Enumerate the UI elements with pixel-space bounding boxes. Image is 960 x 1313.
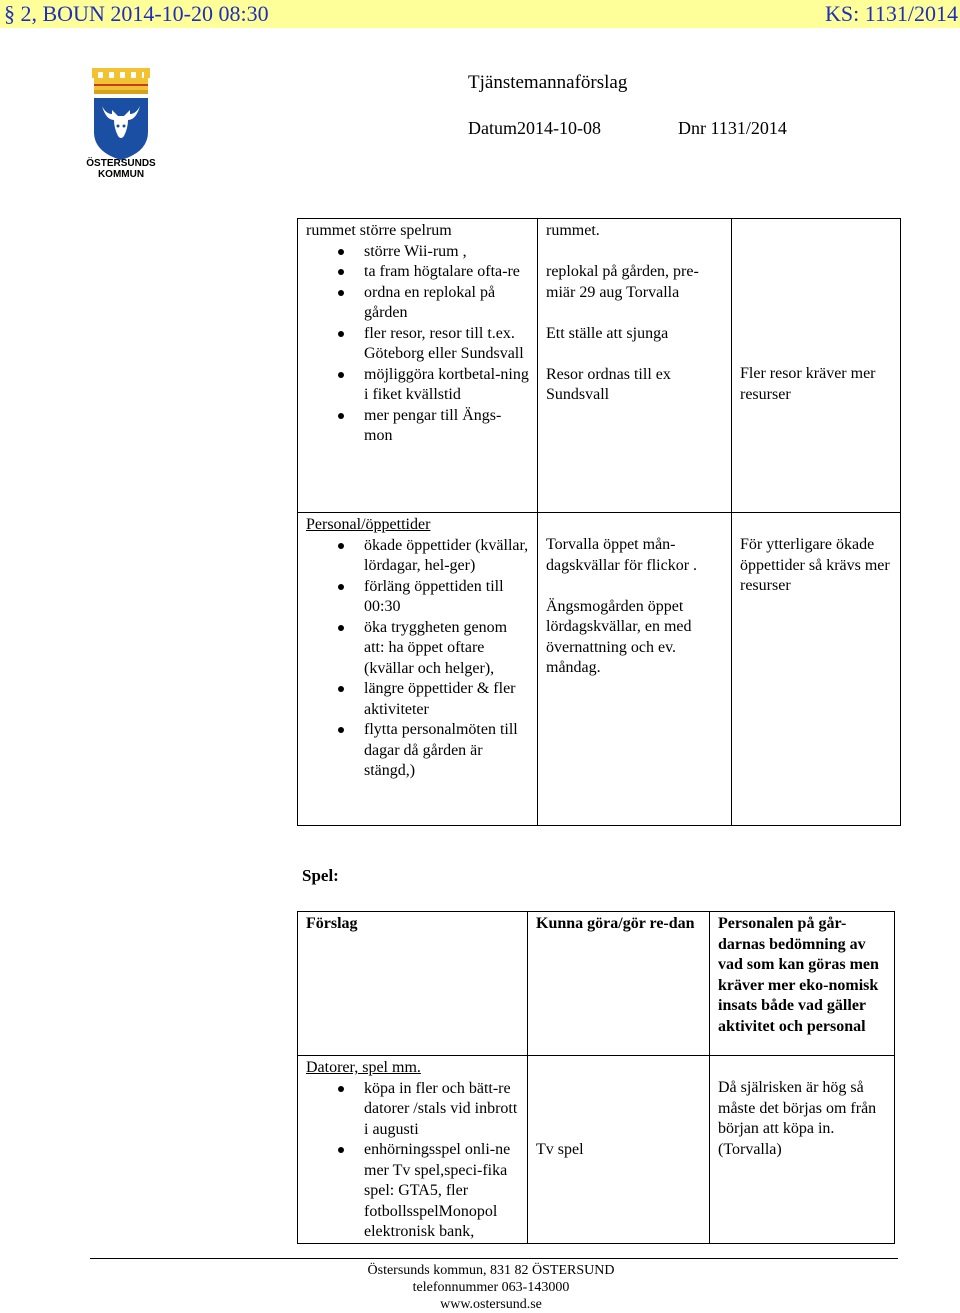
current-cell [538,219,732,513]
list-item: köpa in fler och bätt-re datorer /stals vid inbrott i augusti [306,1079,519,1141]
cell-text: Fler resor kräver mer resurser [740,365,876,403]
proposal-cell [298,513,538,826]
cell-text: Torvalla öppet mån-dagskvällar för flickor . [546,536,698,574]
assessment-cell [710,1056,895,1244]
footer-address: Östersunds kommun, 831 82 ÖSTERSUND [367,1263,615,1278]
proposal-list [306,536,529,782]
list-item: möjliggöra kortbetal-ning i fiket kvällstid [306,365,529,406]
footer-divider [90,1258,898,1259]
list-item: ta fram högtalare ofta-re [306,262,529,283]
footer-website: www.ostersund.se [440,1297,542,1312]
table-row [298,912,895,1056]
proposal-list [306,1079,519,1243]
document-number: Dnr 1131/2014 [678,118,787,138]
document-date: Datum2014-10-08 [468,118,601,138]
proposal-list [306,242,529,447]
assessment-cell [732,513,901,826]
proposal-table [297,218,901,826]
document-type: Tjänstemannaförslag [468,72,628,93]
section-heading: Personal/öppettider [306,516,431,533]
proposal-cell [298,1056,528,1244]
list-item: ordna en replokal på gården [306,283,529,324]
cell-text: Då själrisken är hög så måste det börjas om från början att köpa in.(Torvalla) [718,1079,877,1158]
header-text: Förslag [306,915,358,932]
list-item: mer pengar till Ängs-mon [306,406,529,447]
cell-text: replokal på gården, pre-miär 29 aug Torvalla [546,263,699,301]
list-item: öka tryggheten genom att: ha öppet oftare (kvällar och helger), [306,618,529,680]
list-item: ökade öppettider (kvällar, lördagar, hel-ger) [306,536,529,577]
list-item: förläng öppettiden till 00:30 [306,577,529,618]
footer [320,1262,662,1313]
table-row [298,219,901,513]
section-heading: Datorer, spel mm. [306,1059,421,1076]
header-text: Personalen på går-darnas bedömning av vad som kan göras men kräver mer eko-nomisk insats både vad gäller aktivitet och personal [718,915,879,1035]
section-title: Spel: [302,866,339,885]
games-table [297,911,895,1244]
proposal-cell [298,219,538,513]
header-text: Kunna göra/gör re-dan [536,915,695,932]
case-number: KS: 1131/2014 [824,1,958,26]
assessment-cell [732,219,901,513]
cell-text: rummet större spelrum [306,222,452,239]
cell-text: Ängsmogården öppet lördagskvällar, en med övernattning och ev. måndag. [546,597,692,676]
column-header [528,912,710,1056]
table-row [298,1056,895,1244]
logo-text-line2: KOMMUN [97,169,145,180]
meeting-reference: § 2, BOUN 2014-10-20 08:30 [4,1,269,26]
list-item: fler resor, resor till t.ex. Göteborg eller Sundsvall [306,324,529,365]
cell-text: Resor ordnas till ex Sundsvall [546,365,671,403]
table-row [298,513,901,826]
list-item: längre öppettider & fler aktiviteter [306,679,529,720]
current-cell [538,513,732,826]
list-item: flytta personalmöten till dagar då gården är stängd,) [306,720,529,782]
cell-text: För ytterligare ökade öppettider så krävs mer resurser [740,536,890,594]
list-item: enhörningsspel onli-ne mer Tv spel,speci-fika spel: GTA5, fler fotbollsspelMonopol elektronisk bank, [306,1140,519,1243]
footer-phone: telefonnummer 063-143000 [412,1280,570,1295]
cell-text: Tv spel [536,1141,584,1158]
logo-text-line1: ÖSTERSUNDS [86,158,156,169]
list-item: större Wii-rum , [306,242,529,263]
cell-text: Ett ställe att sjunga [546,324,669,342]
column-header [298,912,528,1056]
cell-text: rummet. [546,222,600,239]
municipality-logo-text [80,158,162,180]
column-header [710,912,895,1056]
header-bar [0,0,960,28]
current-cell [528,1056,710,1244]
